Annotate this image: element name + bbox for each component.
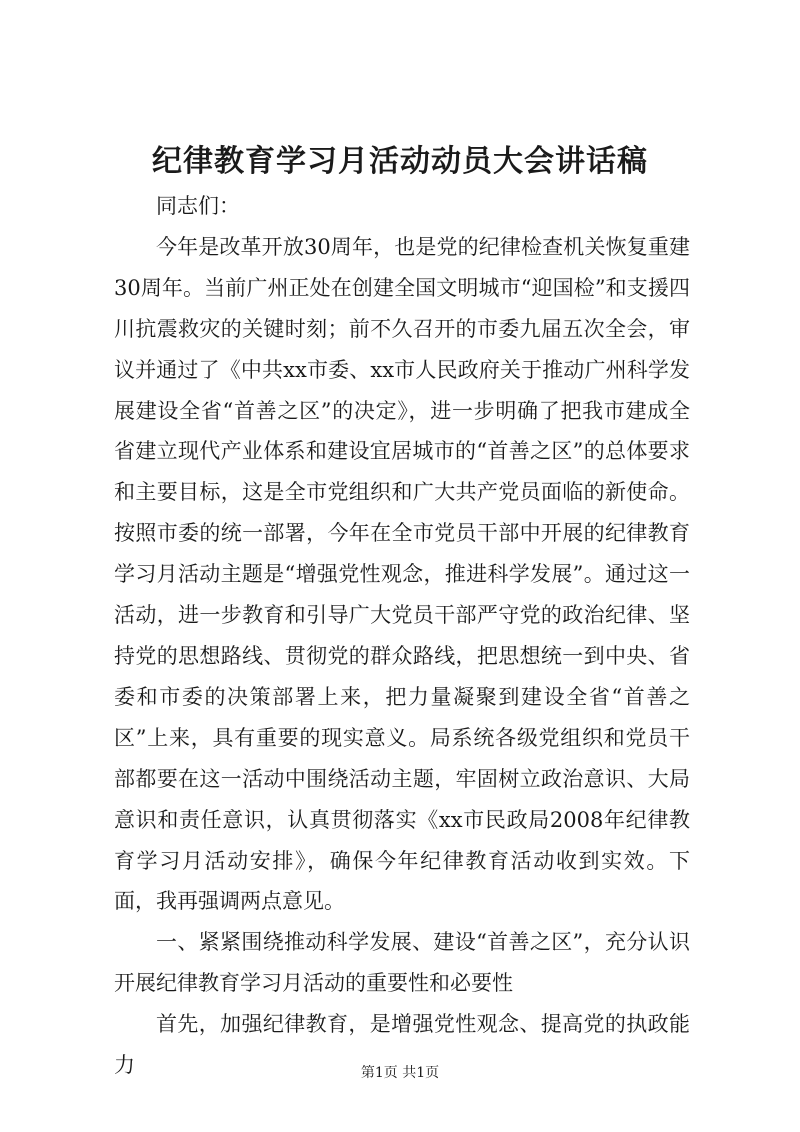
page-number-footer: 第1页 共1页 (360, 1065, 440, 1081)
document-title: 纪律教育学习月活动动员大会讲话稿 (152, 144, 648, 179)
body-paragraph: 今年是改革开放30周年，也是党的纪律检查机关恢复重建30周年。当前广州正处在创建全国文明城市“迎国检”和支援四川抗震救灾的关键时刻；前不久召开的市委九届五次全会，审议并通过了《中共xx市委、xx市人民政府关于推动广州科学发展建设全省“首善之区”的决定》，进一步明确了把我市建成全省建立现代产业体系和建设宜居城市的“首善之区”的总体要求和主要目标，这是全市党组织和广大共产党员面临的新使命。按照市委的统一部署，今年在全市党员干部中开展的纪律教育学习月活动主题是“增强党性观念，推进科学发展”。通过这一活动，进一步教育和引导广大党员干部严守党的政治纪律、坚持党的思想路线、贯彻党的群众路线，把思想统一到中央、省委和市委的决策部署上来，把力量凝聚到建设全省“首善之区”上来，具有重要的现实意义。局系统各级党组织和党员干部都要在这一活动中围绕活动主题，牢固树立政治意识、大局意识和责任意识，认真贯彻落实《xx市民政局2008年纪律教育学习月活动安排》，确保今年纪律教育活动收到实效。下面，我再强调两点意见。 (114, 234, 690, 914)
body-paragraph: 首先，加强纪律教育，是增强党性观念、提高党的执政能力 (114, 1012, 690, 1078)
document-body (114, 186, 690, 1086)
section-heading-paragraph: 一、紧紧围绕推动科学发展、建设“首善之区”，充分认识开展纪律教育学习月活动的重要性和必要性 (114, 930, 690, 996)
salutation-paragraph: 同志们： (156, 194, 240, 218)
